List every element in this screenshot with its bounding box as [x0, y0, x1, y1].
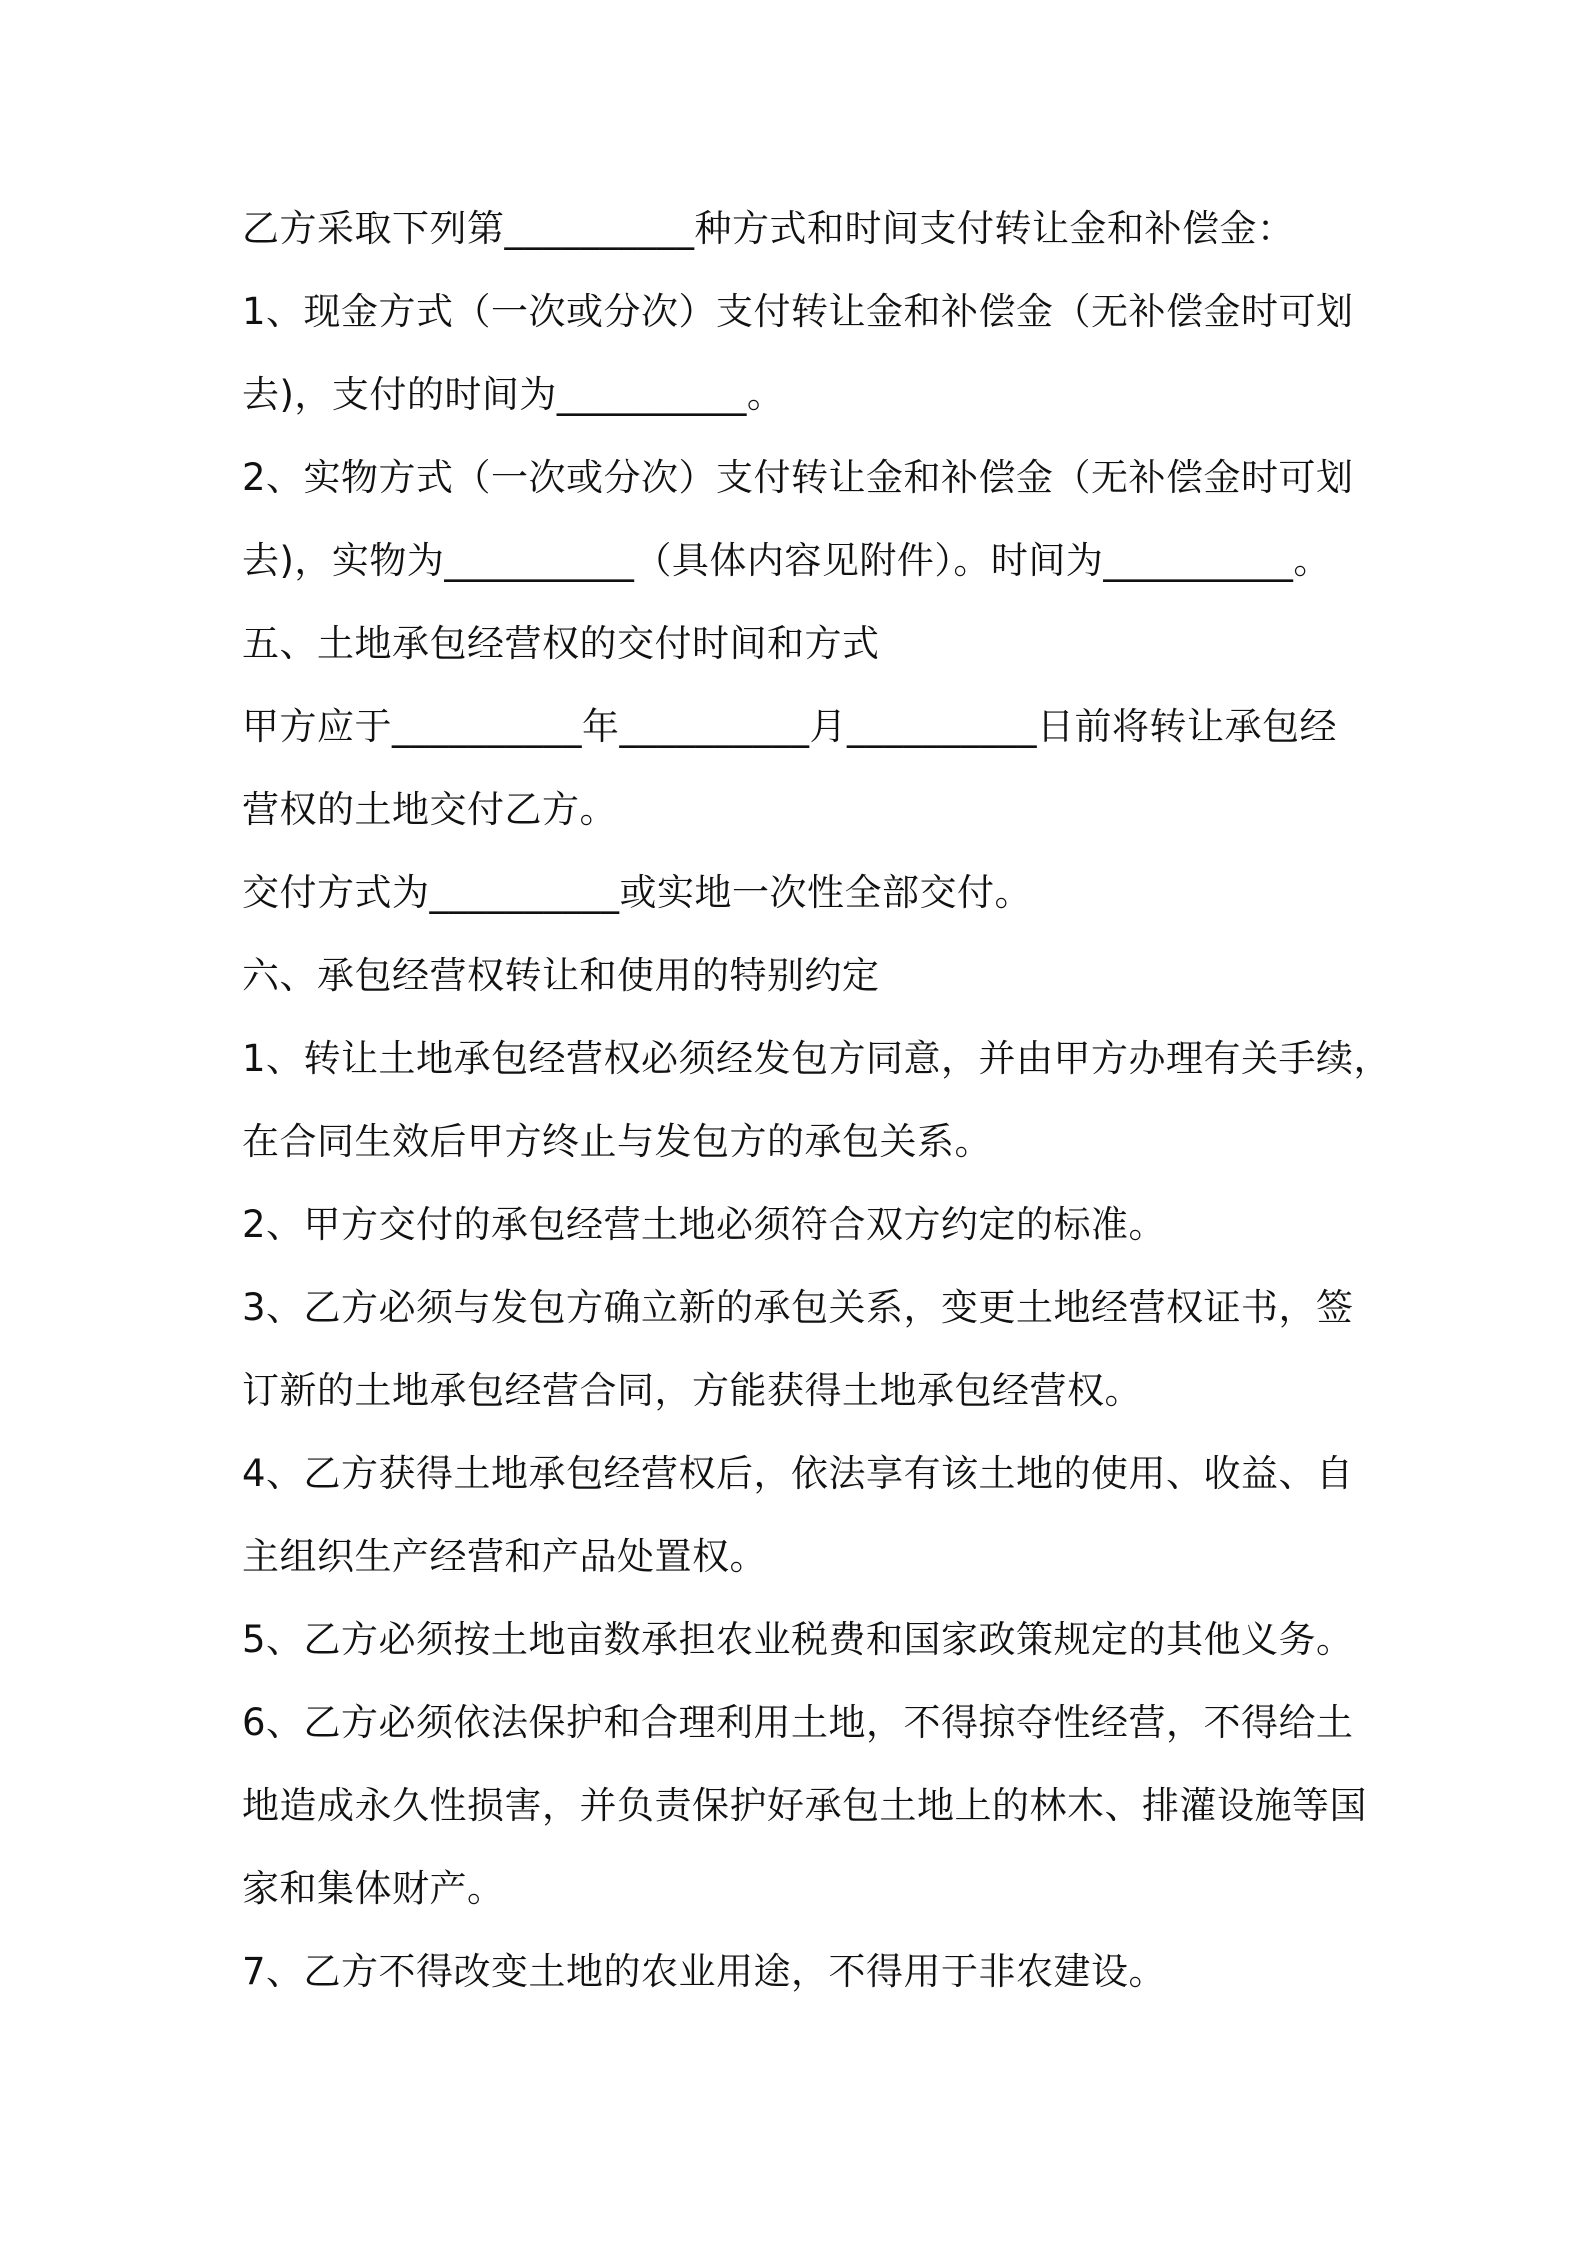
goods-payment-line-1: 2、实物方式（一次或分次）支付转让金和补偿金（无补偿金时可划 — [242, 456, 1354, 499]
clause-1-line-1: 1、转让土地承包经营权必须经发包方同意，并由甲方办理有关手续， — [242, 1037, 1392, 1080]
clause-6-line-2: 地造成永久性损害，并负责保护好承包土地上的林木、排灌设施等国 — [242, 1784, 1367, 1827]
goods-payment-line-2: 去)，实物为__________（具体内容见附件）。时间为__________。 — [242, 539, 1331, 582]
delivery-date-line-2: 营权的土地交付乙方。 — [242, 788, 617, 831]
payment-method-intro: 乙方采取下列第__________种方式和时间支付转让金和补偿金： — [242, 207, 1295, 250]
clause-2-line: 2、甲方交付的承包经营土地必须符合双方约定的标准。 — [242, 1203, 1167, 1246]
clause-6-line-3: 家和集体财产。 — [242, 1867, 505, 1910]
clause-4-line-1: 4、乙方获得土地承包经营权后，依法享有该土地的使用、收益、自 — [242, 1452, 1354, 1495]
clause-7-line: 7、乙方不得改变土地的农业用途，不得用于非农建设。 — [242, 1950, 1167, 1993]
clause-6-line-1: 6、乙方必须依法保护和合理利用土地，不得掠夺性经营，不得给土 — [242, 1701, 1354, 1744]
delivery-method-line: 交付方式为__________或实地一次性全部交付。 — [242, 871, 1032, 914]
cash-payment-line-2: 去)，支付的时间为__________。 — [242, 373, 785, 416]
cash-payment-line-1: 1、现金方式（一次或分次）支付转让金和补偿金（无补偿金时可划 — [242, 290, 1354, 333]
clause-3-line-2: 订新的土地承包经营合同，方能获得土地承包经营权。 — [242, 1369, 1142, 1412]
clause-5-line: 5、乙方必须按土地亩数承担农业税费和国家政策规定的其他义务。 — [242, 1618, 1354, 1661]
clause-4-line-2: 主组织生产经营和产品处置权。 — [242, 1535, 767, 1578]
clause-3-line-1: 3、乙方必须与发包方确立新的承包关系，变更土地经营权证书，签 — [242, 1286, 1354, 1329]
section-six-heading: 六、承包经营权转让和使用的特别约定 — [242, 954, 880, 997]
section-five-heading: 五、土地承包经营权的交付时间和方式 — [242, 622, 880, 665]
delivery-date-line-1: 甲方应于__________年__________月__________日前将转让承包经 — [242, 705, 1337, 748]
clause-1-line-2: 在合同生效后甲方终止与发包方的承包关系。 — [242, 1120, 992, 1163]
